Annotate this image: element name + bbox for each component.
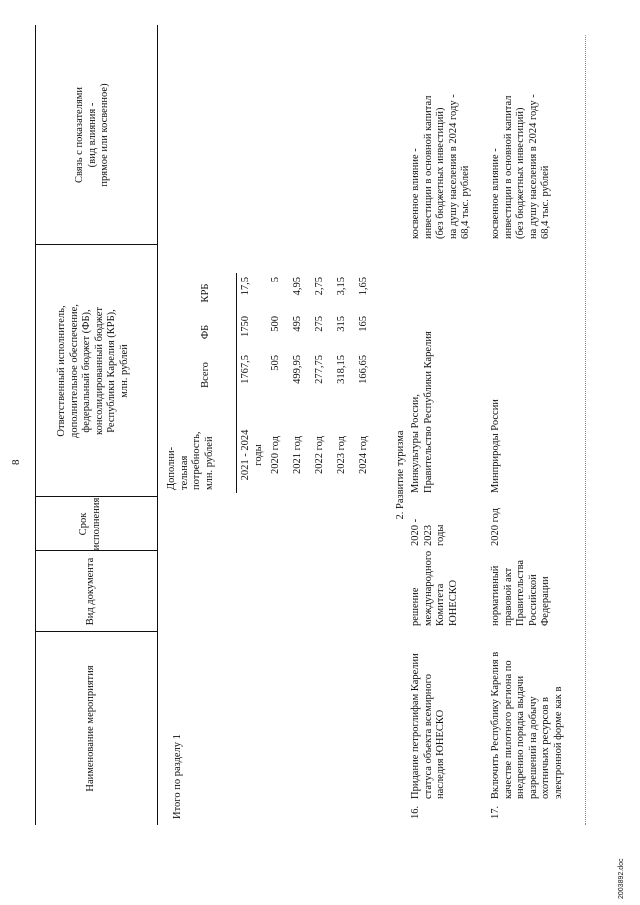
summary-fb: 495 [292, 316, 303, 332]
summary-total: 1767,5 [240, 355, 251, 384]
item-doc: решение международного Комитета ЮНЕСКО [410, 550, 459, 626]
footer-code: 2003892.doc [618, 858, 625, 899]
summary-krb: 3,15 [336, 277, 347, 296]
summary-krb: 5 [270, 277, 281, 283]
item-link: косвенное влияние - инвестиции в основной капитал (без бюджетных инвестиций) на душу населения в 2024 году - 68,4 тыс. рублей [490, 94, 551, 239]
summary-period: 2021 - 2024 годы [240, 429, 264, 481]
summary-total: 166,65 [358, 355, 369, 384]
summary-krb-header: КРБ [200, 283, 211, 303]
summary-fb: 1750 [240, 316, 251, 337]
item-name: Придание петроглифам Карелии статуса объекта всемирного наследия ЮНЕСКО [410, 653, 446, 799]
header-doc: Вид документа [85, 557, 96, 626]
summary-total: 318,15 [336, 355, 347, 384]
summary-need-header: Дополни- тельная потребность, млн. рублей [166, 431, 215, 490]
summary-total: 505 [270, 355, 281, 371]
summary-label: Итого по разделу 1 [172, 734, 183, 819]
summary-fb: 500 [270, 316, 281, 332]
header-exec: Ответственный исполнитель, дополнительное обеспечение, федеральный бюджет (ФБ), консолидированный бюджет Республики Карелия (КРБ), млн. рублей [56, 304, 130, 438]
summary-period: 2023 год [336, 436, 347, 474]
item-exec: Минприроды России [490, 399, 501, 493]
page-number: 8 [10, 459, 22, 465]
header-name: Наименование мероприятия [85, 665, 96, 792]
item-term: 2020 год [490, 508, 501, 546]
summary-fb: 165 [358, 316, 369, 332]
item-name: Включить Республику Карелия в качестве пилотного региона по внедрению порядка выдачи разрешений на добычу охотничьих ресурсов в электронной форме как в [490, 651, 564, 799]
summary-fb: 275 [314, 316, 325, 332]
summary-total: 277,75 [314, 355, 325, 384]
summary-krb: 1,65 [358, 277, 369, 296]
summary-krb: 2,75 [314, 277, 325, 296]
item-term: 2020 - 2023 годы [410, 518, 446, 546]
section-title: 2. Развитие туризма [395, 430, 406, 520]
summary-subheader-line [236, 273, 237, 493]
footer-line [585, 35, 586, 825]
summary-period: 2021 год [292, 436, 303, 474]
summary-total: 499,95 [292, 355, 303, 384]
item-exec: Минкультуры России, Правительство Республики Карелия [410, 331, 434, 493]
summary-period: 2024 год [358, 436, 369, 474]
item-number: 16. [410, 805, 421, 819]
summary-fb: 315 [336, 316, 347, 332]
summary-fb-header: ФБ [200, 324, 211, 340]
header-top-line [35, 25, 36, 825]
header-term: Срок исполнения [78, 497, 102, 551]
summary-period: 2020 год [270, 436, 281, 474]
summary-krb: 17,5 [240, 277, 251, 296]
item-number: 17. [490, 805, 501, 819]
header-bottom-line [157, 25, 158, 825]
item-doc: нормативный правовой акт Правительства Российской Федерации [490, 559, 551, 626]
summary-krb: 4,95 [292, 277, 303, 296]
item-link: косвенное влияние - инвестиции в основной капитал (без бюджетных инвестиций) на душу населения в 2024 году - 68,4 тыс. рублей [410, 94, 471, 239]
summary-period: 2022 год [314, 436, 325, 474]
summary-total-header: Всего [200, 362, 211, 388]
header-link: Связь с показателями (вид влияния - прямое или косвенное) [74, 83, 110, 187]
